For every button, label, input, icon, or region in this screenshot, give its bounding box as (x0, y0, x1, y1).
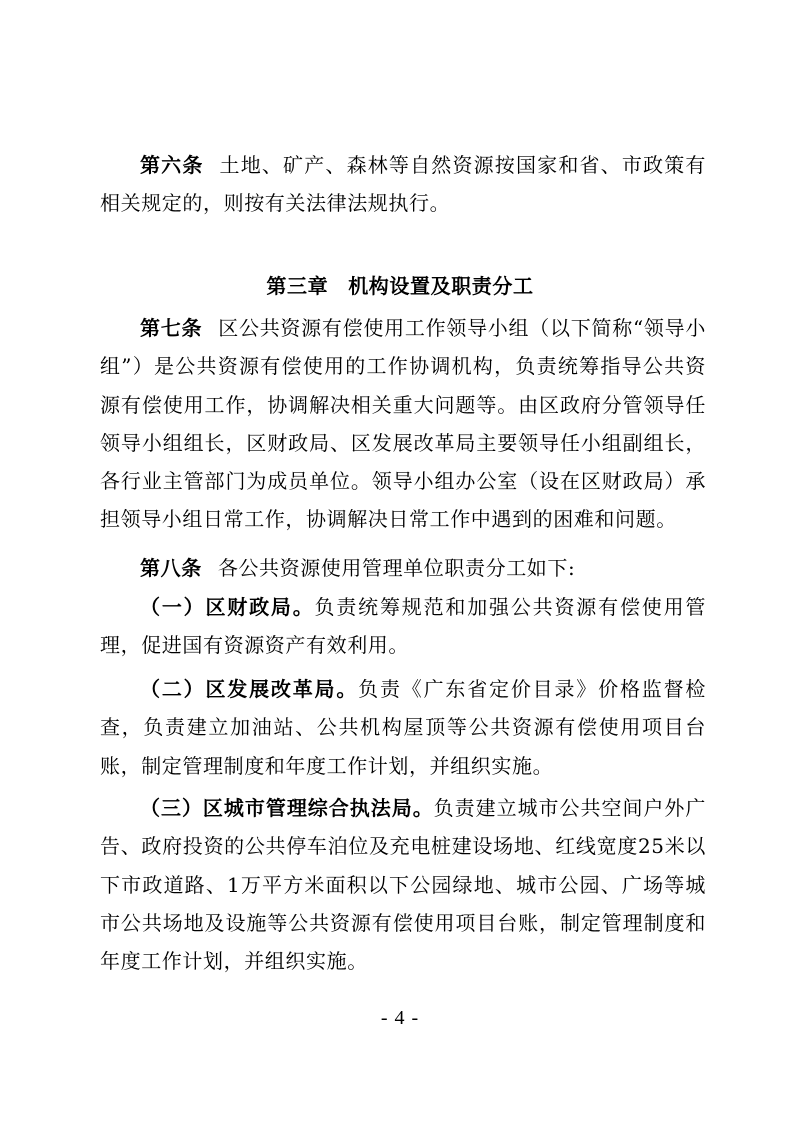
article-6-label: 第六条 (140, 153, 204, 177)
item-3-text: 负责建立城市公共空间户外广告、政府投资的公共停车泊位及充电桩建设场地、红线宽度25米以下市政道路、1万平方米面积以下公园绿地、城市公园、广场等城市公共场地及设施等公共资源有偿使用项目台账，制定管理制度和年度工作计划，并组织实施。 (100, 796, 706, 974)
article-8-text: 各公共资源使用管理单位职责分工如下: (217, 556, 576, 580)
article-7-label: 第七条 (140, 316, 203, 340)
article-8-label: 第八条 (140, 556, 202, 580)
item-2-lead: （二）区发展改革局。 (140, 677, 359, 701)
article-6-text: 土地、矿产、森林等自然资源按国家和省、市政策有相关规定的，则按有关法律法规执行。 (100, 153, 706, 216)
article-6 (100, 146, 706, 223)
item-2 (100, 670, 706, 785)
page-number: - 4 - (380, 1007, 420, 1029)
chapter-3-heading (0, 270, 800, 299)
chapter-3-title: 机构设置及职责分工 (348, 274, 534, 298)
item-1-text: 负责统筹规范和加强公共资源有偿使用管理，促进国有资源资产有效利用。 (100, 595, 706, 658)
item-2-text: 负责《广东省定价目录》价格监督检查，负责建立加油站、公共机构屋顶等公共资源有偿使用项目台账，制定管理制度和年度工作计划，并组织实施。 (100, 677, 706, 778)
item-3 (100, 789, 706, 980)
article-8 (100, 549, 706, 587)
item-1-lead: （一）区财政局。 (140, 595, 315, 619)
chapter-3-number: 第三章 (266, 274, 329, 298)
article-7 (100, 309, 706, 539)
item-3-lead: （三）区城市管理综合执法局。 (140, 796, 434, 820)
item-1 (100, 588, 706, 665)
article-7-text: 区公共资源有偿使用工作领导小组（以下简称“领导小组”）是公共资源有偿使用的工作协调机构，负责统筹指导公共资源有偿使用工作，协调解决相关重大问题等。由区政府分管领导任领导小组组长，区财政局、区发展改革局主要领导任小组副组长，各行业主管部门为成员单位。领导小组办公室（设在区财政局）承担领导小组日常工作，协调解决日常工作中遇到的困难和问题。 (100, 316, 706, 532)
